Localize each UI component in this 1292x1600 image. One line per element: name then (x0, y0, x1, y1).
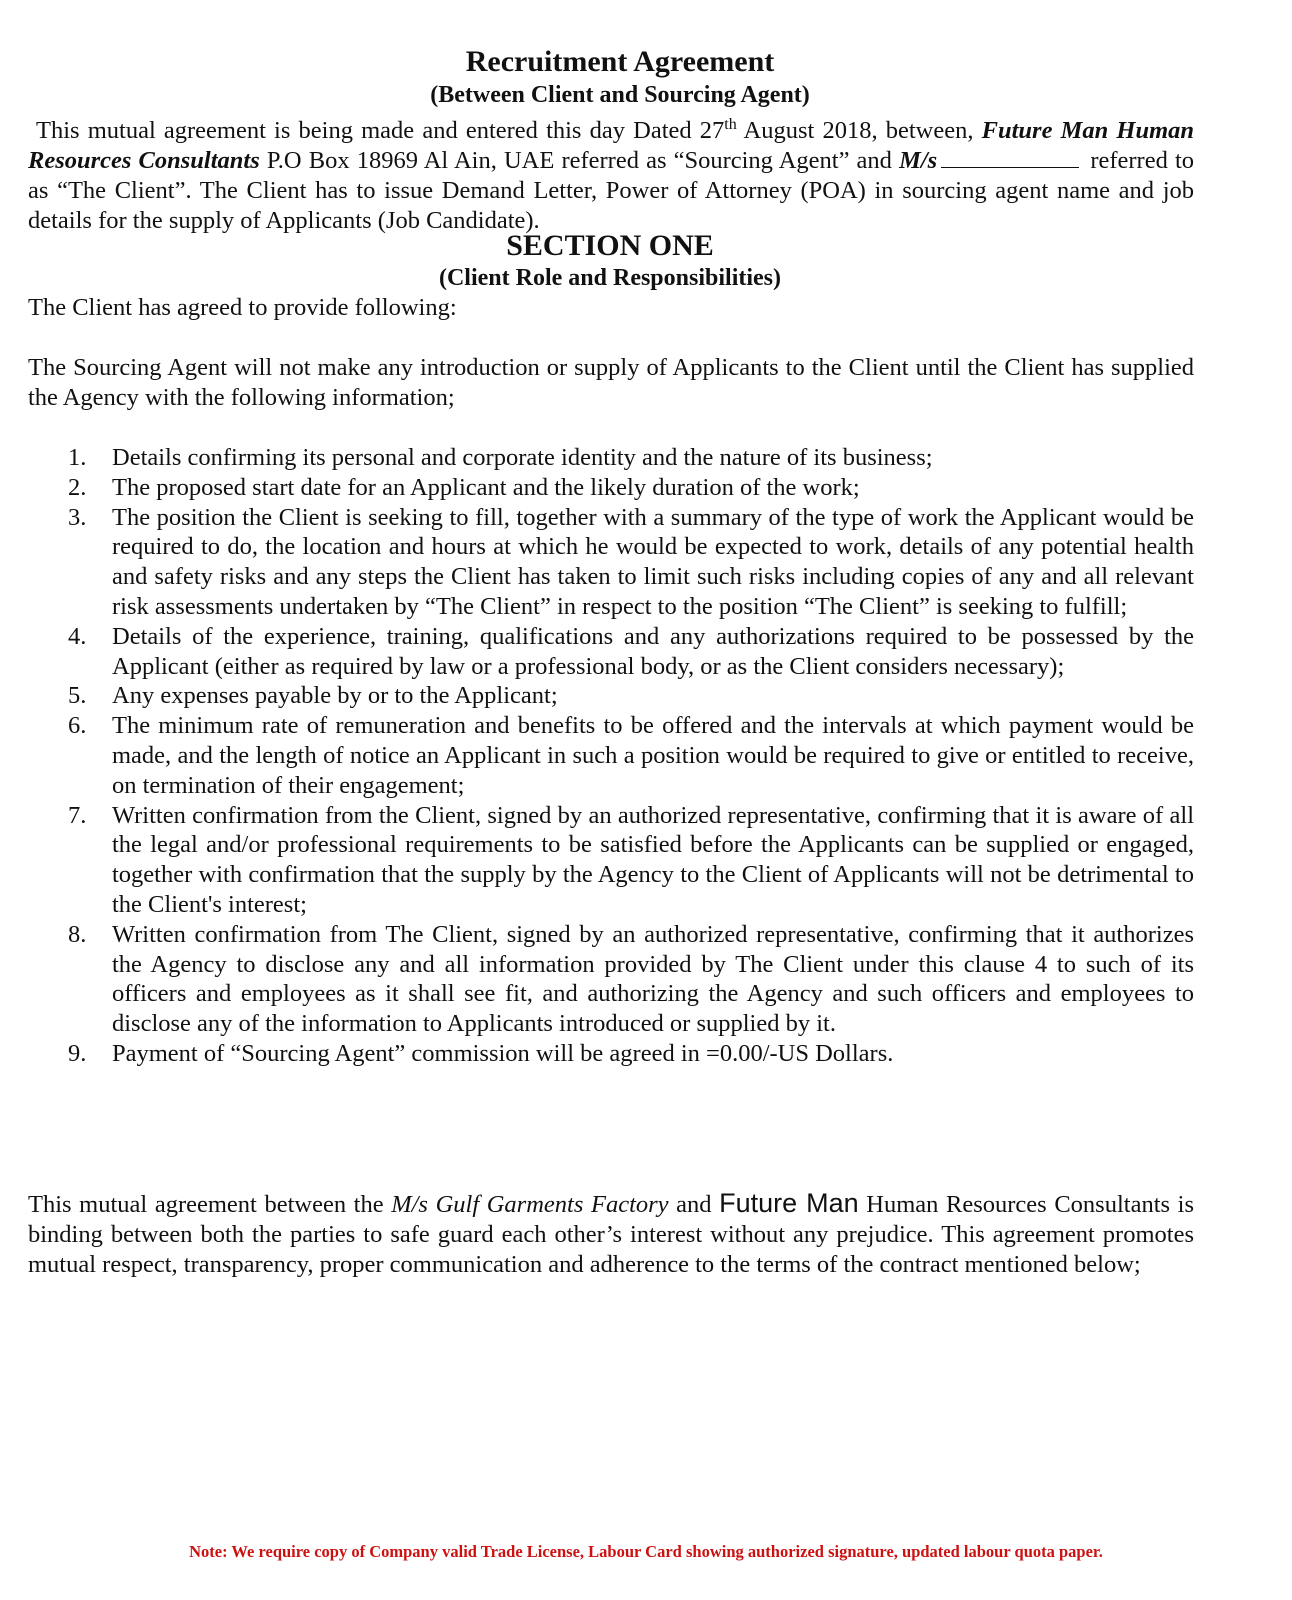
list-item (28, 681, 1194, 711)
list-item-number: 2. (68, 473, 87, 501)
list-item-text: Payment of “Sourcing Agent” commission will be agreed in =0.00/-US Dollars. (112, 1039, 894, 1067)
list-item-text: The proposed start date for an Applicant and the likely duration of the work; (112, 473, 860, 501)
list-item (28, 443, 1194, 473)
date-superscript: th (724, 116, 737, 133)
client-agreed-text: The Client has agreed to provide following: (28, 294, 457, 321)
agent-name: Future Man Human Resources Consultants (28, 117, 1195, 174)
list-item-number: 3. (68, 503, 87, 531)
client-name-blank (941, 147, 1079, 168)
intro-lead: This mutual agreement is being made and entered this day Dated 27 (36, 117, 725, 145)
list-item-number: 6. (68, 712, 87, 740)
closing-client-name: M/s Gulf Garments Factory (391, 1191, 669, 1218)
client-reference: referred to as “The Client”. The Client has to issue Demand Letter, Power of Attorney (POA) in sourcing agent name and job details for the supply of Applicants (Job Candidate). (28, 146, 1195, 234)
closing-agent-name: Future Man (719, 1188, 859, 1218)
document-subtitle: (Between Client and Sourcing Agent) (430, 82, 810, 108)
list-item (28, 801, 1194, 920)
intro-paragraph (28, 110, 1194, 235)
list-item (28, 920, 1194, 1039)
agent-address: P.O Box 18969 Al Ain, UAE referred as “Sourcing Agent” and (259, 146, 900, 174)
document-title: Recruitment Agreement (465, 45, 775, 78)
sourcing-agent-paragraph: The Sourcing Agent will not make any introduction or supply of Applicants to the Client until the Client has supplied the Agency with the following information; (28, 354, 1194, 411)
list-item-number: 8. (68, 920, 87, 948)
intro-date-rest: August 2018, between, (736, 117, 974, 145)
list-item-text: Details of the experience, training, qualifications and any authorizations required to be possessed by the Applicant (either as required by law or a professional body, or as the Client considers necessary); (112, 622, 1194, 680)
closing-lead: This mutual agreement between the (28, 1191, 392, 1218)
closing-paragraph (28, 1189, 1194, 1279)
list-item-text: Any expenses payable by or to the Applicant; (112, 682, 558, 710)
list-item (28, 622, 1194, 682)
list-item-number: 9. (68, 1039, 87, 1067)
list-item-number: 7. (68, 801, 87, 829)
list-item (28, 503, 1194, 622)
list-item-text: Written confirmation from the Client, signed by an authorized representative, confirming that it is aware of all the legal and/or professional requirements to be satisfied before the Applicants can be supplied or engaged, together with confirmation that the supply by the Agency to the Client of Applicants will not be detrimental to the Client's interest; (112, 801, 1194, 918)
section-one-title: SECTION ONE (506, 229, 714, 262)
section-one-subtitle: (Client Role and Responsibilities) (438, 265, 782, 291)
list-item-number: 5. (68, 682, 87, 710)
closing-and: and (668, 1191, 720, 1218)
list-item (28, 711, 1194, 800)
ms-label: M/s (899, 146, 938, 174)
closing-rest: Human Resources Consultants is binding between both the parties to safe guard each other’s interest without any prejudice. This agreement promotes mutual respect, transparency, proper communication and adherence to the terms of the contract mentioned below; (28, 1191, 1194, 1278)
list-item-text: Details confirming its personal and corporate identity and the nature of its business; (112, 444, 933, 471)
list-item (28, 473, 1194, 503)
list-item-number: 4. (68, 622, 87, 650)
footer-note: Note: We require copy of Company valid Trade License, Labour Card showing authorized signature, updated labour quota paper. (189, 1542, 1103, 1561)
list-item (28, 1039, 1194, 1069)
list-item-text: The position the Client is seeking to fill, together with a summary of the type of work the Applicant would be required to do, the location and hours at which he would be expected to work, details of any potential health and safety risks and any steps the Client has taken to limit such risks including copies of any and all relevant risk assessments undertaken by “The Client” in respect to the position “The Client” is seeking to fulfill; (112, 503, 1194, 620)
list-item-text: The minimum rate of remuneration and benefits to be offered and the intervals at which payment would be made, and the length of notice an Applicant in such a position would be required to give or entitled to receive, on termination of their engagement; (112, 712, 1194, 799)
list-item-number: 1. (68, 444, 87, 471)
list-item-text: Written confirmation from The Client, signed by an authorized representative, confirming that it authorizes the Agency to disclose any and all information provided by The Client under this clause 4 to such of its officers and employees as it shall see fit, and authorizing the Agency and such officers and employees to disclose any of the information to Applicants introduced or supplied by it. (112, 920, 1194, 1038)
requirements-list (28, 443, 1194, 1069)
